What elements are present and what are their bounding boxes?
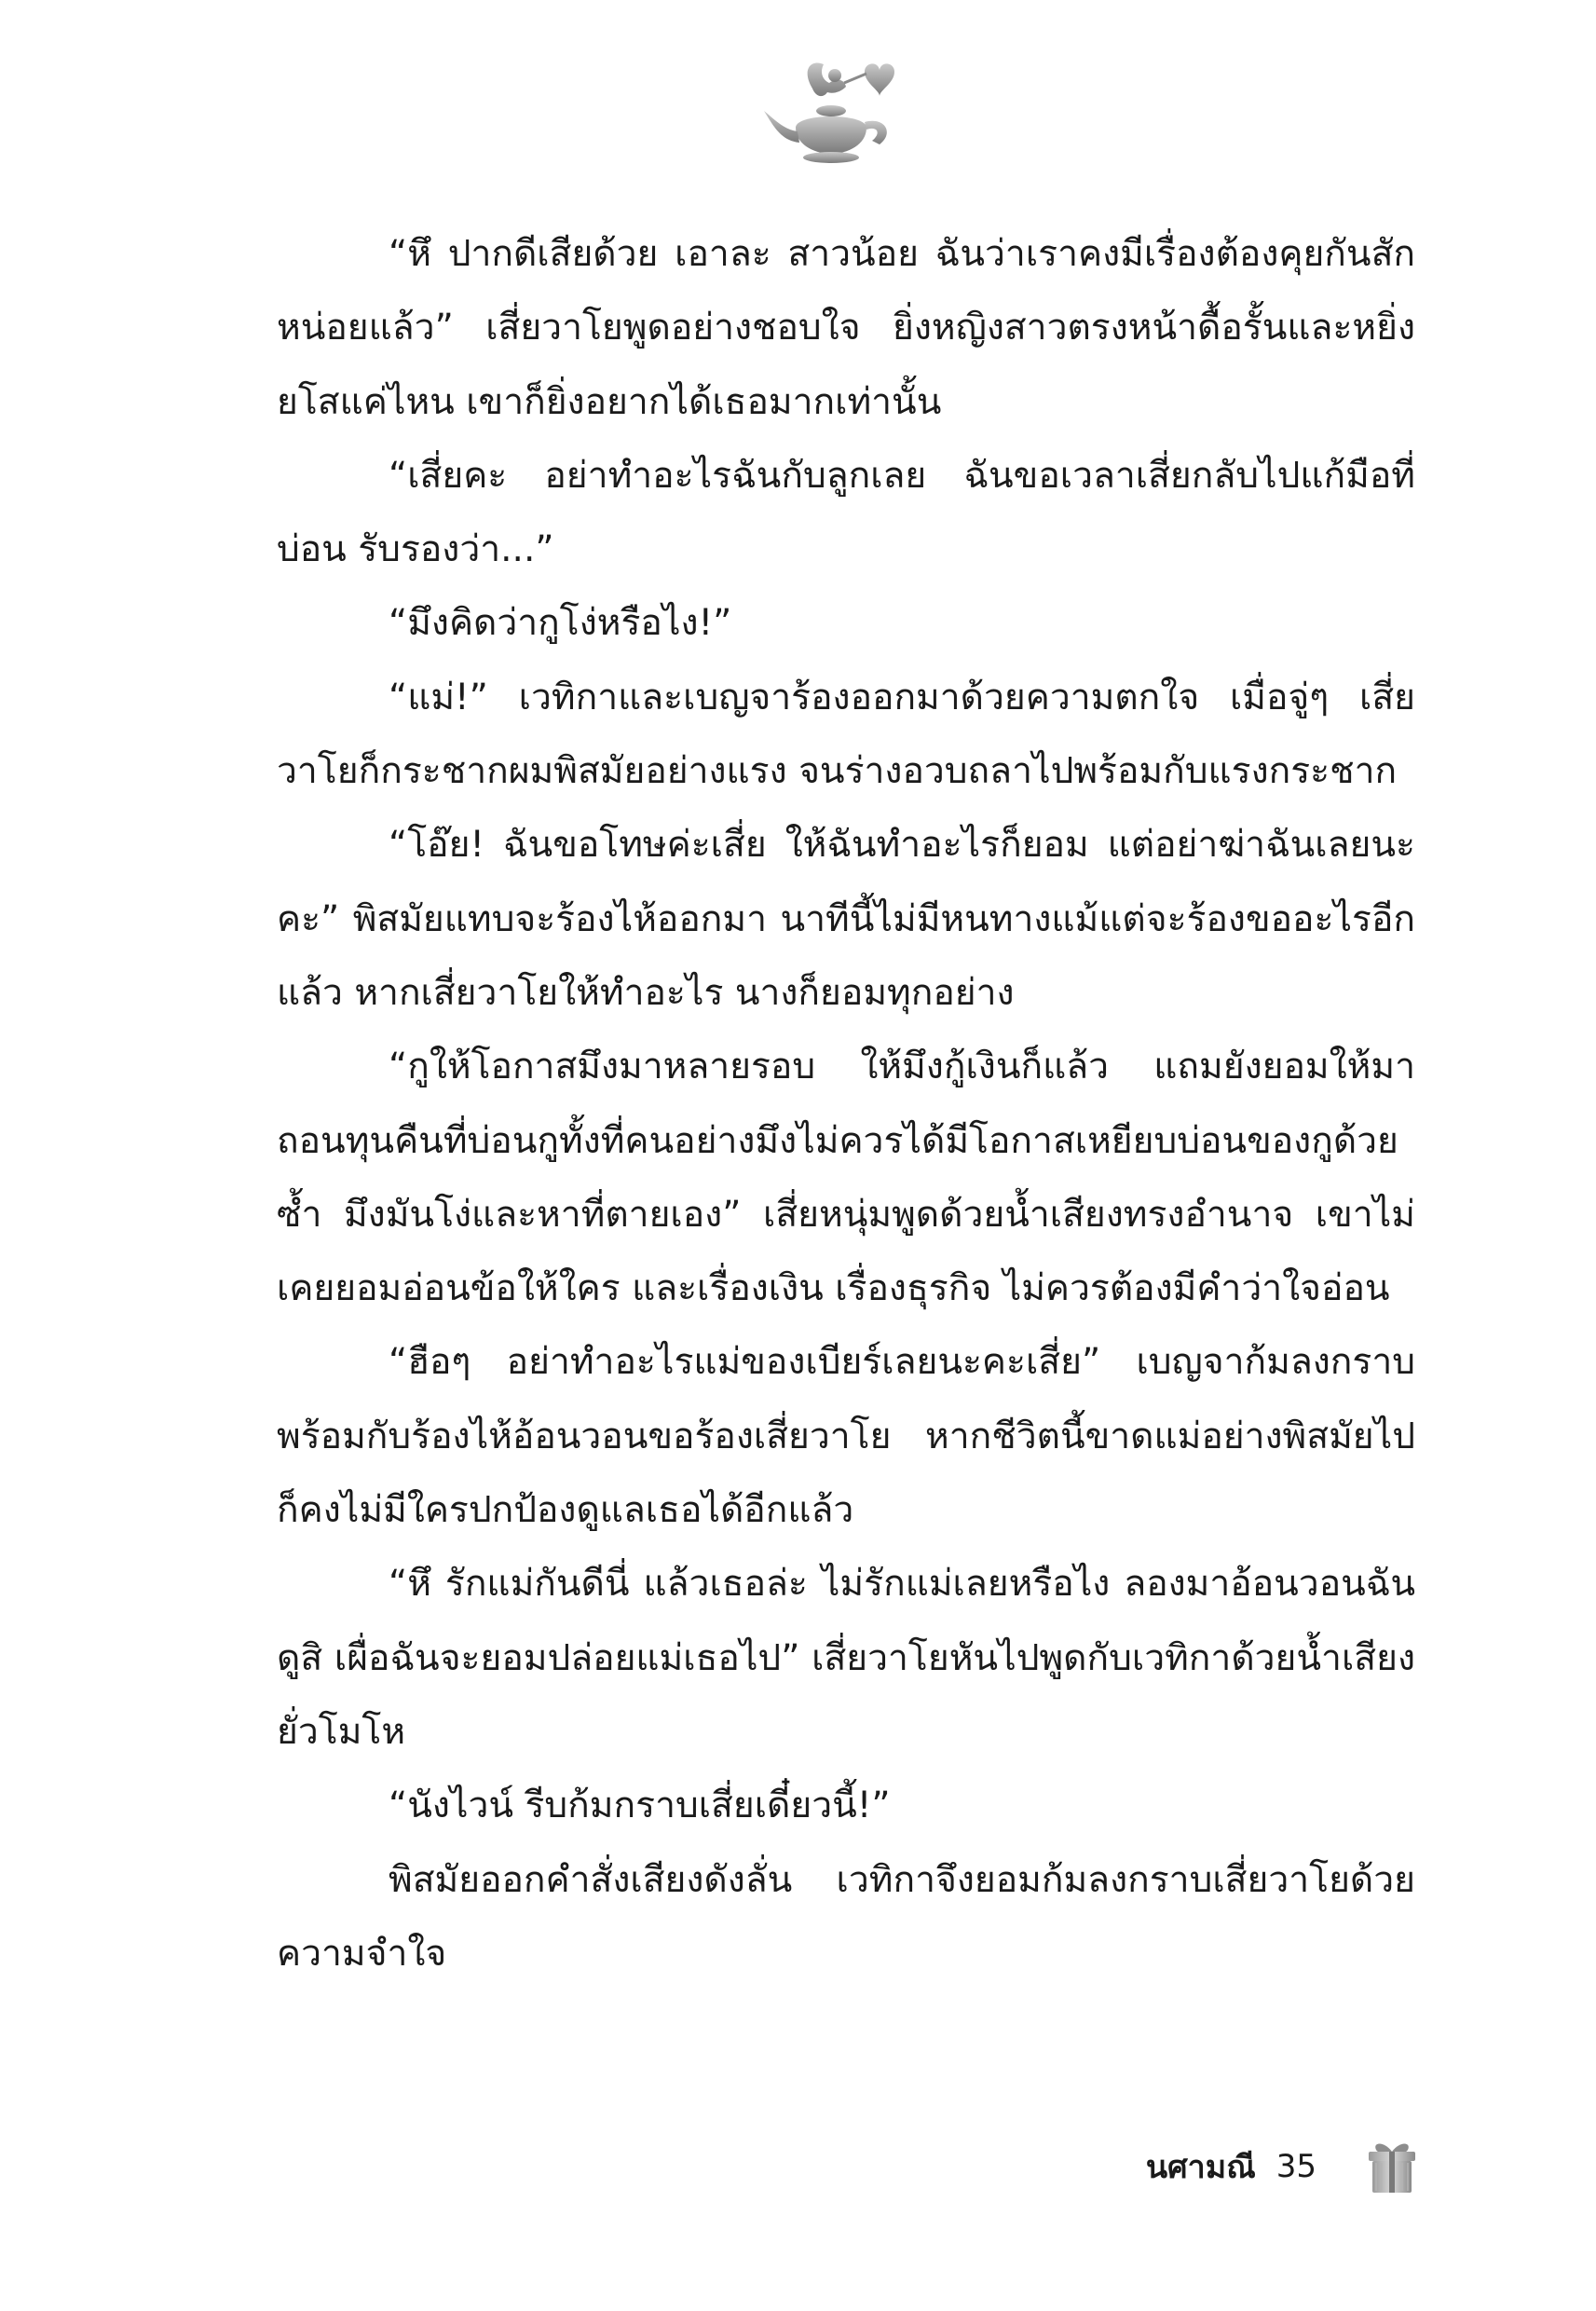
paragraph: “หึ รักแม่กันดีนี่ แล้วเธอล่ะ ไม่รักแม่เลยหรือไง ลองมาอ้อนวอนฉันดูสิ เผื่อฉันจะยอมปล่อยแม่เธอไป” เสี่ยวาโยหันไปพูดกับเวทิกาด้วยน้ำเสียงยั่วโมโห bbox=[277, 1563, 1415, 1753]
chapter-body-text bbox=[277, 217, 1415, 1990]
paragraph: “กูให้โอกาสมึงมาหลายรอบ ให้มึงกู้เงินก็แล้ว แถมยังยอมให้มาถอนทุนคืนที่บ่อนกูทั้งที่คนอย่างมึงไม่ควรได้มีโอกาสเหยียบบ่อนของกูด้วยซ้ำ มึงมันโง่และหาที่ตายเอง” เสี่ยหนุ่มพูดด้วยน้ำเสียงทรงอำนาจ เขาไม่เคยยอมอ่อนข้อให้ใคร และเรื่องเงิน เรื่องธุรกิจ ไม่ควรต้องมีคำว่าใจอ่อน bbox=[277, 1046, 1415, 1310]
paragraph: “นังไวน์ รีบก้มกราบเสี่ยเดี๋ยวนี้!” bbox=[389, 1785, 891, 1827]
author-name: นศามณี bbox=[1145, 2149, 1256, 2186]
paragraph: “มึงคิดว่ากูโง่หรือไง!” bbox=[389, 602, 732, 645]
paragraph: พิสมัยออกคำสั่งเสียงดังลั่น เวทิกาจึงยอมก้มลงกราบเสี่ยวาโยด้วยความจำใจ bbox=[277, 1858, 1415, 1975]
page-footer bbox=[1146, 2139, 1419, 2195]
paragraph: “โอ๊ย! ฉันขอโทษค่ะเสี่ย ให้ฉันทำอะไรก็ยอม แต่อย่าฆ่าฉันเลยนะคะ” พิสมัยแทบจะร้องไห้ออกมา นาทีนี้ไม่มีหนทางแม้แต่จะร้องขออะไรอีกแล้ว หากเสี่ยวาโยให้ทำอะไร นางก็ยอมทุกอย่าง bbox=[277, 824, 1415, 1014]
gift-box-icon bbox=[1365, 2139, 1419, 2195]
paragraph: “หึ ปากดีเสียด้วย เอาละ สาวน้อย ฉันว่าเราคงมีเรื่องต้องคุยกันสักหน่อยแล้ว” เสี่ยวาโยพูดอย่างชอบใจ ยิ่งหญิงสาวตรงหน้าดื้อรั้นและหยิ่งยโสแค่ไหน เขาก็ยิ่งอยากได้เธอมากเท่านั้น bbox=[277, 233, 1415, 423]
paragraph: “แม่!” เวทิกาและเบญจาร้องออกมาด้วยความตกใจ เมื่อจู่ๆ เสี่ยวาโยก็กระชากผมพิสมัยอย่างแรง จนร่างอวบถลาไปพร้อมกับแรงกระชาก bbox=[277, 676, 1415, 793]
cupid-teapot-ornament-icon bbox=[755, 51, 913, 172]
page-number: 35 bbox=[1275, 2148, 1316, 2185]
paragraph: “ฮือๆ อย่าทำอะไรแม่ของเบียร์เลยนะคะเสี่ย” เบญจาก้มลงกราบพร้อมกับร้องไห้อ้อนวอนขอร้องเสี่ยวาโย หากชีวิตนี้ขาดแม่อย่างพิสมัยไป ก็คงไม่มีใครปกป้องดูแลเธอได้อีกแล้ว bbox=[277, 1341, 1415, 1532]
paragraph: “เสี่ยคะ อย่าทำอะไรฉันกับลูกเลย ฉันขอเวลาเสี่ยกลับไปแก้มือที่บ่อน รับรองว่า...” bbox=[277, 454, 1415, 571]
